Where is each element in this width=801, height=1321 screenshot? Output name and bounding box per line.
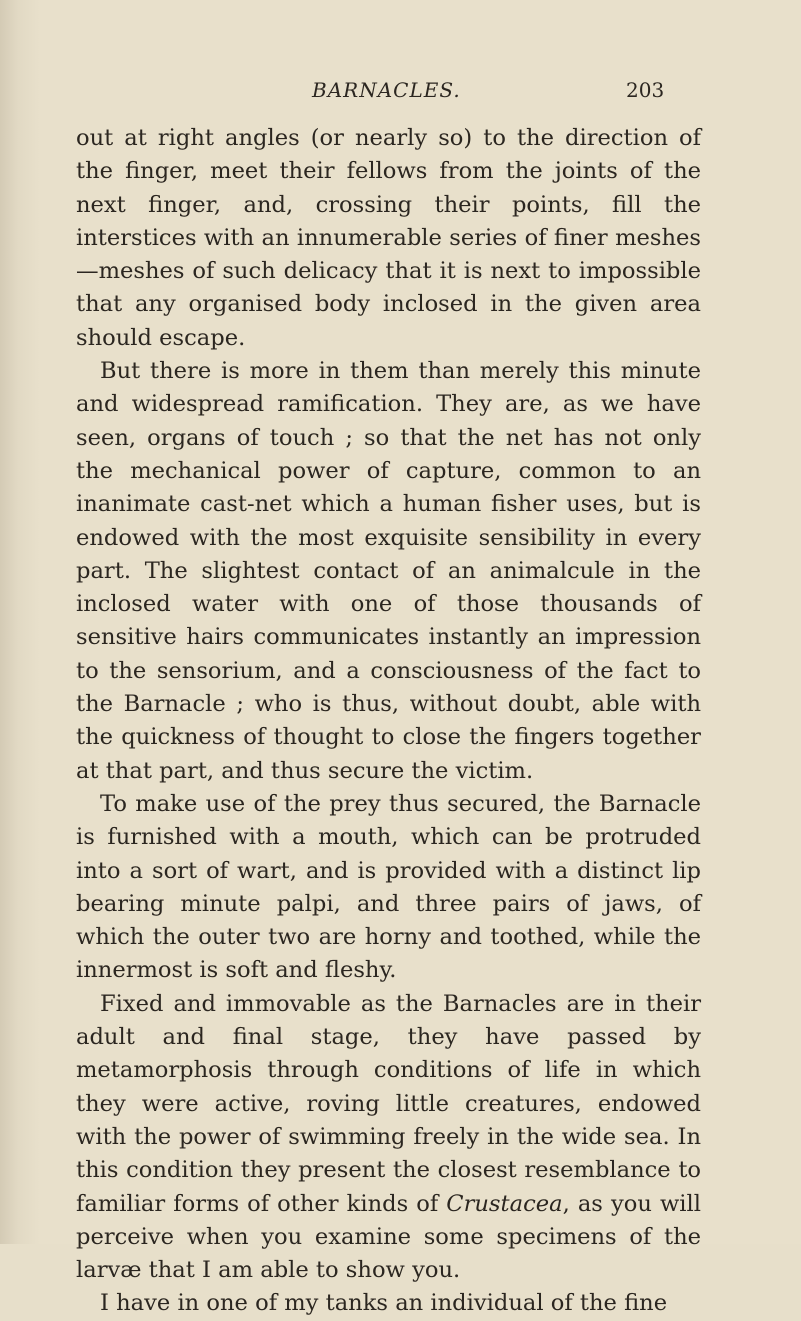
page-number: 203 — [626, 78, 665, 102]
paragraph-metamorphosis-part-1: Fixed and immovable as the Barnacles are in their adult and final stage, they have passed by metamorphosis through conditions of life in which they were active, roving little creatures, endowed with the power of swimming freely in the wide sea. In this condition they present the closest resemblance to familiar forms of other kinds of — [76, 990, 701, 1217]
crustacea-italic: Crustacea — [446, 1190, 563, 1217]
paragraph-continuation: out at right angles (or nearly so) to the direction of the finger, meet their fellows from the joints of the next finger, and, crossing their points, fill the interstices with an innumerable series of finer meshes—meshes of such delicacy that it is next to impossible that any organised body inclosed in the given area should escape. — [76, 125, 701, 351]
page-header — [0, 78, 801, 108]
paragraph-metamorphosis — [76, 988, 701, 1288]
running-head: BARNACLES. — [312, 78, 461, 102]
paragraph-metamorphosis-part-2: , as you will perceive when you examine some specimens of the larvæ that I am able to show you. — [76, 1190, 701, 1284]
paragraph-sensibility: But there is more in them than merely this minute and widespread ramification. They are, as we have seen, organs of touch ; so that the net has not only the mechanical power of capture, common to an inanimate cast-net which a human fisher uses, but is endowed with the most exquisite sensibility in every part. The slightest contact of an animalcule in the inclosed water with one of those thousands of sensitive hairs communicates instantly an impression to the sensorium, and a consciousness of the fact to the Barnacle ; who is thus, without doubt, able with the quickness of thought to close the fingers together at that part, and thus secure the victim. — [76, 358, 701, 784]
paragraph-tanks: I have in one of my tanks an individual of the fine — [100, 1290, 668, 1317]
paragraph-mouth: To make use of the prey thus secured, the Barnacle is furnished with a mouth, which can be protruded into a sort of wart, and is provided with a distinct lip bearing minute palpi, and three pairs of jaws, of which the outer two are horny and toothed, while the innermost is soft and fleshy. — [76, 790, 701, 984]
body-text — [76, 122, 701, 1321]
